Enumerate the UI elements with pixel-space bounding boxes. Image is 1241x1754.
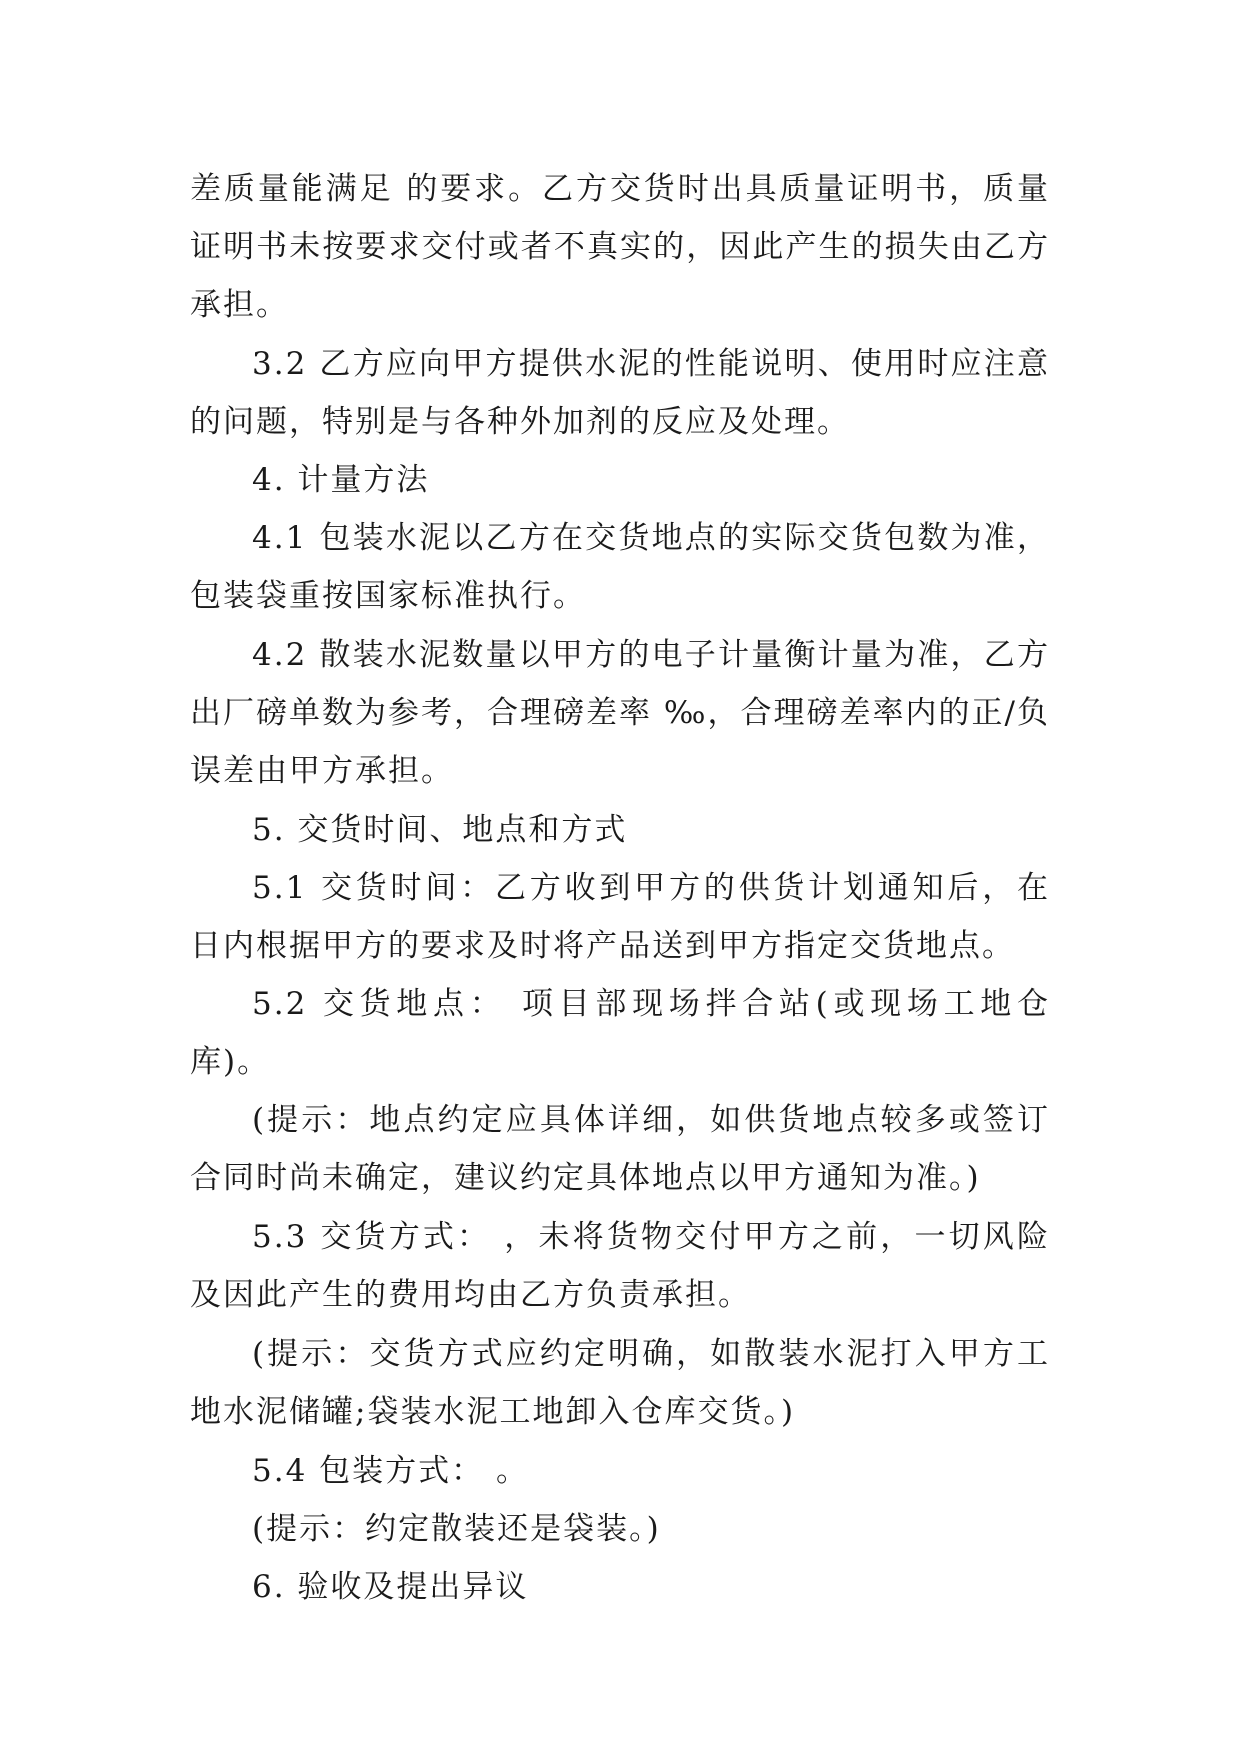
paragraph-5-1: 5.1 交货时间：乙方收到甲方的供货计划通知后，在 日内根据甲方的要求及时将产品送到甲方指定交货地点。 (190, 870, 1062, 964)
paragraph-quality-certificate: 差质量能满足 的要求。乙方交货时出具质量证明书，质量证明书未按要求交付或者不真实的，因此产生的损失由乙方承担。 (190, 171, 1050, 323)
paragraph-5-3: 5.3 交货方式： ，未将货物交付甲方之前，一切风险及因此产生的费用均由乙方负责承担。 (190, 1219, 1050, 1313)
note-5-2: (提示：地点约定应具体详细，如供货地点较多或签订合同时尚未确定，建议约定具体地点以甲方通知为准。) (190, 1102, 1050, 1196)
note-5-3: (提示：交货方式应约定明确，如散装水泥打入甲方工地水泥储罐;袋装水泥工地卸入仓库交货。) (190, 1336, 1050, 1430)
paragraph-5-4: 5.4 包装方式： 。 (252, 1453, 530, 1489)
paragraph-4-2: 4.2 散装水泥数量以甲方的电子计量衡计量为准，乙方出厂磅单数为参考，合理磅差率 ‰，合理磅差率内的正/负误差由甲方承担。 (190, 637, 1050, 789)
paragraph-4-1: 4.1 包装水泥以乙方在交货地点的实际交货包数为准，包装袋重按国家标准执行。 (190, 520, 1050, 614)
note-5-4: (提示：约定散装还是袋装。) (252, 1511, 661, 1547)
paragraph-3-2: 3.2 乙方应向甲方提供水泥的性能说明、使用时应注意的问题，特别是与各种外加剂的反应及处理。 (190, 346, 1050, 440)
document-body (190, 160, 1062, 1616)
heading-5-delivery: 5. 交货时间、地点和方式 (252, 812, 628, 848)
heading-4-measurement: 4. 计量方法 (252, 462, 430, 498)
paragraph-5-2: 5.2 交货地点： 项目部现场拌合站(或现场工地仓库)。 (190, 986, 1050, 1080)
heading-6-acceptance: 6. 验收及提出异议 (252, 1569, 529, 1605)
